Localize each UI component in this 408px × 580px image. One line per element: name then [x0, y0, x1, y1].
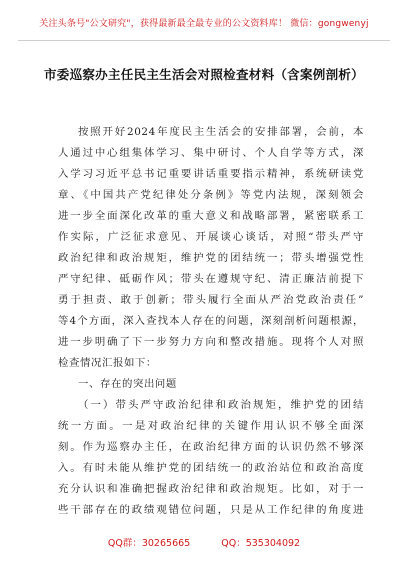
footer-contact — [0, 538, 408, 550]
paragraph-line: 些干部存在的政绩观错位问题，只是从工作纪律的角度进 — [58, 504, 364, 516]
paragraph-line: 入。有时未能从维护党的团结统一的政治站位和政治高度 — [58, 462, 364, 474]
document-title: 市委巡察办主任民主生活会对照检查材料（含案例剖析） — [43, 67, 364, 82]
paragraph-line: 刻。作为巡察办主任，在政治纪律方面的认识仍然不够深 — [58, 441, 364, 453]
paragraph-line: 章、《中国共产党纪律处分条例》等党内法规，深刻领会 — [58, 189, 364, 201]
paragraph-line: 统一方面。一是对政治纪律的关键作用认识不够全面深 — [58, 420, 364, 432]
paragraph-line: 严守纪律、砥砺作风；带头在遵规守纪、清正廉洁前提下 — [58, 273, 364, 285]
paragraph-line: 勇于担责、敢于创新；带头履行全面从严治党政治责任” — [58, 294, 364, 306]
paragraph-line: 等4个方面，深入查找本人存在的问题，深刻剖析问题根源， — [58, 315, 364, 327]
paragraph-line: 人通过中心组集体学习、集中研讨、个人自学等方式，深 — [58, 147, 364, 159]
paragraph-line: 检查情况汇报如下： — [58, 357, 157, 369]
footer-qq-number: QQ：535304092 — [221, 538, 301, 549]
paragraph-line: 进一步明确了下一步努力方向和整改措施。现将个人对照 — [58, 336, 364, 348]
paragraph-line: （一）带头严守政治纪律和政治规矩，维护党的团结 — [78, 399, 364, 411]
paragraph-line: 充分认识和准确把握政治纪律和政治规矩。比如，对于一 — [58, 483, 364, 495]
footer-qq-group: QQ群：30265665 — [107, 538, 191, 549]
header-divider — [18, 40, 390, 41]
paragraph-line: 政治纪律和政治规矩，维护党的团结统一；带头增强党性 — [58, 252, 364, 264]
paragraph-line: 入学习习近平总书记重要讲话重要指示精神，系统研读党 — [58, 168, 364, 180]
document-body — [58, 122, 364, 521]
paragraph-line: 按照开好2024年度民主生活会的安排部署，会前，本 — [78, 126, 364, 138]
section-heading: 一、存在的突出问题 — [78, 378, 177, 390]
header-notice: 关注头条号"公文研究"，获得最新最全最专业的公文资料库！ 微信：gongwenyj — [39, 19, 369, 29]
paragraph-line: 进一步全面深化改革的重大意义和战略部署，紧密联系工 — [58, 210, 364, 222]
paragraph-line: 作实际，广泛征求意见、开展谈心谈话，对照“带头严守 — [58, 231, 364, 243]
